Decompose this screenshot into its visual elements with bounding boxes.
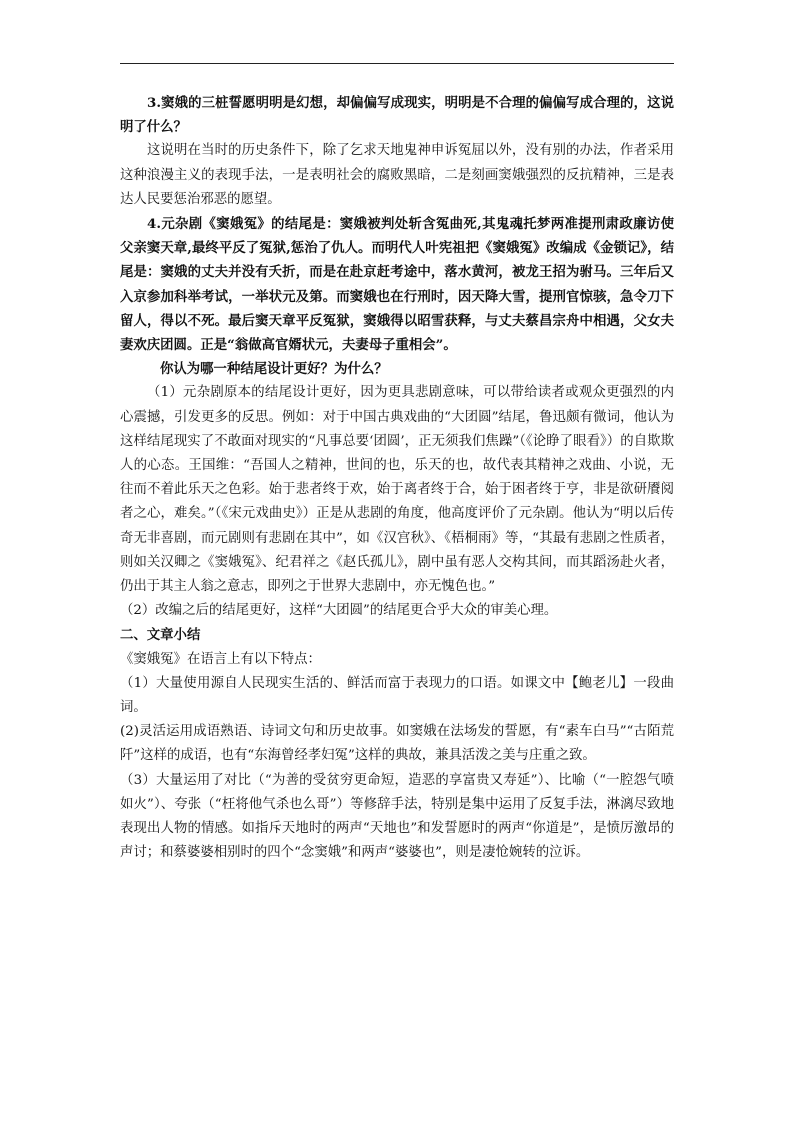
answer-3: 这说明在当时的历史条件下，除了乞求天地鬼神申诉冤屈以外，没有别的办法，作者采用这种浪漫主义的表现手法，一是表明社会的腐败黑暗，二是刻画窦娥强烈的反抗精神，三是表达人民要惩治邪恶的愿望。 xyxy=(120,143,674,207)
question-4: 你认为哪一种结尾设计更好？为什么？ xyxy=(160,361,388,378)
summary-point-1: （1）大量使用源自人民现实生活的、鲜活而富于表现力的口语。如课文中【鲍老儿】一段曲词。 xyxy=(120,675,674,716)
header-rule xyxy=(120,63,674,64)
summary-intro: 《窦娥冤》在语言上有以下特点： xyxy=(120,651,321,667)
summary-point-2: (2)灵活运用成语熟语、诗词文句和历史故事。如窦娥在法场发的誓愿，有“素车白马”“古陌荒阡”这样的成语，也有“东海曾经孝妇冤”这样的典故，兼具活泼之美与庄重之致。 xyxy=(120,724,674,764)
summary-point-3: （3）大量运用了对比（“为善的受贫穷更命短，造恶的享富贵又寿延”）、比喻（“一腔怨气喷如火”）、夸张（“枉将他气杀也么哥”）等修辞手法，特别是集中运用了反复手法，淋漓尽致地表现出人物的情感。如指斥天地时的两声“天地也”和发誓愿时的两声“你道是”，是愤厉激昂的声讨；和蔡婆婆相别时的四个“念窦娥”和两声“婆婆也”，则是凄怆婉转的泣诉。 xyxy=(120,772,674,861)
question-4-intro: 4.元杂剧《窦娥冤》的结尾是：窦娥被判处斩含冤曲死,其鬼魂托梦两准提刑肃政廉访使父亲窦天章,最终平反了冤狱,惩治了仇人。而明代人叶宪祖把《窦娥冤》改编成《金锁记》，结尾是：窦娥的丈夫并没有夭折，而是在赴京赶考途中，落水黄河，被龙王招为驸马。三年后又入京参加科举考试，一举状元及第。而窦娥也在行刑时，因天降大雪，提刑官惊骇，急令刀下留人，得以不死。最后窦天章平反冤狱，窦娥得以昭雪获释，与丈夫蔡昌宗舟中相遇，父女夫妻欢庆团圆。正是“翁做高官婿状元，夫妻母子重相会”。 xyxy=(120,216,674,354)
section-heading-summary: 二、文章小结 xyxy=(120,627,201,644)
answer-4-part-1: （1）元杂剧原本的结尾设计更好，因为更具悲剧意味，可以带给读者或观众更强烈的内心震撼，引发更多的反思。例如：对于中国古典戏曲的“大团圆”结尾，鲁迅颇有微词，他认为这样结尾现实了不敢面对现实的“凡事总要‘团圆’，正无须我们焦躁”（《论睁了眼看》）的自欺欺人的心态。王国维：“吾国人之精神，世间的也，乐天的也，故代表其精神之戏曲、小说，无往而不着此乐天之色彩。始于悲者终于欢，始于离者终于合，始于困者终于亨，非是欲研餍阅者之心，难矣。”（《宋元戏曲史》）正是从悲剧的角度，他高度评价了元杂剧。他认为“明以后传奇无非喜剧，而元剧则有悲剧在其中”，如《汉宫秋》、《梧桐雨》等，“其最有悲剧之性质者，则如关汉卿之《窦娥冤》、纪君祥之《赵氏孤儿》，剧中虽有恶人交构其间，而其蹈汤赴火者，仍出于其主人翁之意志，即列之于世界大悲剧中，亦无愧色也。” xyxy=(120,385,674,595)
document-body xyxy=(120,91,674,866)
answer-4-part-2: （2）改编之后的结尾更好，这样“大团圆”的结尾更合乎大众的审美心理。 xyxy=(120,603,558,619)
question-3: 3.窦娥的三桩誓愿明明是幻想，却偏偏写成现实，明明是不合理的偏偏写成合理的，这说明了什么？ xyxy=(120,95,674,136)
